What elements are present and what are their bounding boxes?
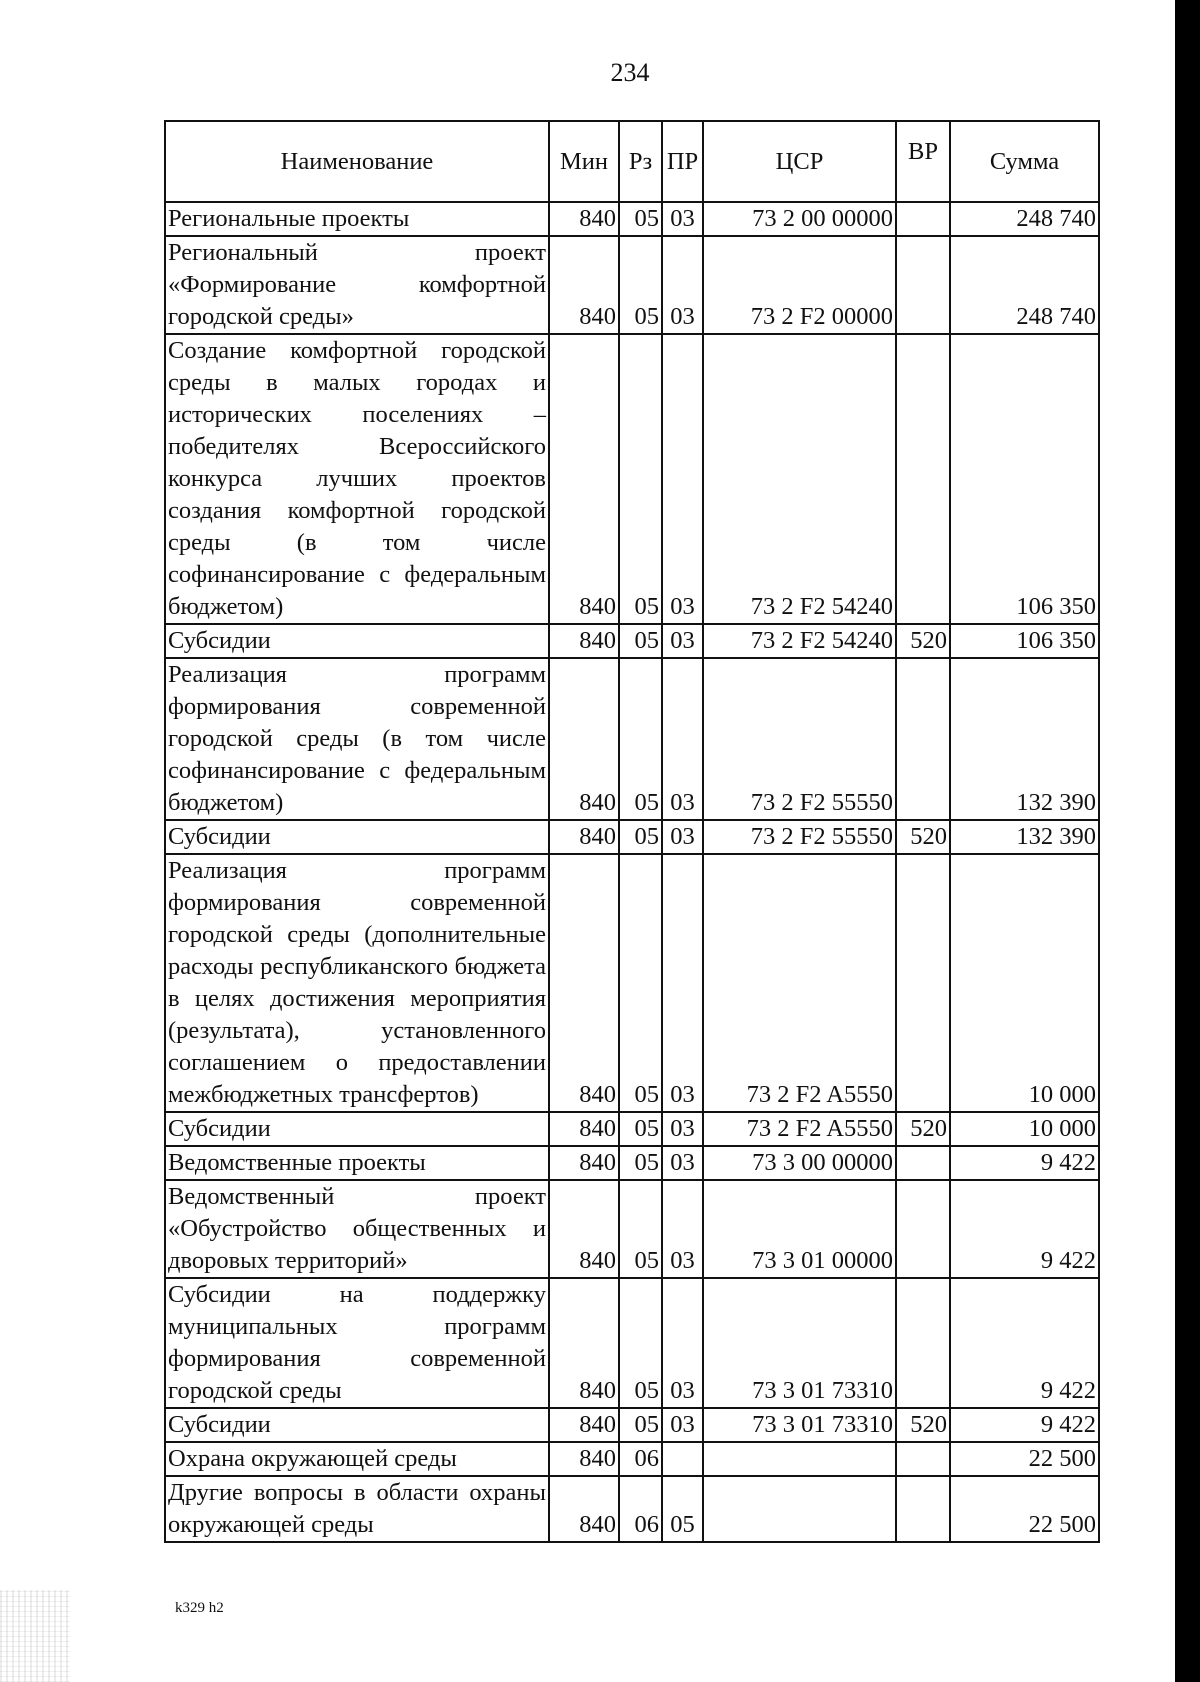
header-name: Наименование xyxy=(165,121,549,202)
cell-rz: 05 xyxy=(619,1278,662,1408)
cell-name: Субсидии xyxy=(165,624,549,658)
cell-sum: 9 422 xyxy=(950,1278,1099,1408)
cell-rz: 05 xyxy=(619,1180,662,1278)
page-number: 234 xyxy=(610,58,650,87)
table-row xyxy=(165,658,1099,820)
cell-name: Создание комфортной городской среды в малых городах и исторических поселениях – победителях Всероссийского конкурса лучших проектов создания комфортной городской среды (в том числе софинансирование с федеральным бюджетом) xyxy=(165,334,549,624)
cell-min: 840 xyxy=(549,1408,619,1442)
cell-pr: 03 xyxy=(662,658,703,820)
cell-vr: 520 xyxy=(896,624,950,658)
cell-pr: 03 xyxy=(662,820,703,854)
cell-min: 840 xyxy=(549,1146,619,1180)
table-row xyxy=(165,1442,1099,1476)
cell-min: 840 xyxy=(549,1112,619,1146)
cell-rz: 05 xyxy=(619,334,662,624)
cell-rz: 05 xyxy=(619,236,662,334)
cell-vr xyxy=(896,1476,950,1542)
cell-name: Субсидии на поддержку муниципальных программ формирования современной городской среды xyxy=(165,1278,549,1408)
cell-vr xyxy=(896,1146,950,1180)
cell-name: Реализация программ формирования современной городской среды (в том числе софинансирование с федеральным бюджетом) xyxy=(165,658,549,820)
cell-name: Другие вопросы в области охраны окружающей среды xyxy=(165,1476,549,1542)
header-rz: Рз xyxy=(619,121,662,202)
cell-sum: 248 740 xyxy=(950,202,1099,236)
cell-csr: 73 2 F2 54240 xyxy=(703,624,896,658)
header-vr: ВР xyxy=(896,121,950,202)
cell-vr xyxy=(896,202,950,236)
cell-min: 840 xyxy=(549,1476,619,1542)
cell-csr: 73 2 F2 A5550 xyxy=(703,1112,896,1146)
scan-edge-bar xyxy=(1175,0,1200,1682)
table-row xyxy=(165,820,1099,854)
cell-csr: 73 2 F2 00000 xyxy=(703,236,896,334)
cell-pr xyxy=(662,1442,703,1476)
table-header-row xyxy=(165,121,1099,202)
cell-name: Региональный проект «Формирование комфортной городской среды» xyxy=(165,236,549,334)
cell-csr xyxy=(703,1476,896,1542)
cell-pr: 03 xyxy=(662,334,703,624)
cell-csr: 73 2 F2 A5550 xyxy=(703,854,896,1112)
cell-rz: 06 xyxy=(619,1476,662,1542)
cell-rz: 05 xyxy=(619,658,662,820)
cell-pr: 03 xyxy=(662,854,703,1112)
table-row xyxy=(165,1112,1099,1146)
table-row xyxy=(165,1476,1099,1542)
cell-sum: 9 422 xyxy=(950,1408,1099,1442)
cell-min: 840 xyxy=(549,236,619,334)
cell-sum: 132 390 xyxy=(950,820,1099,854)
cell-min: 840 xyxy=(549,1442,619,1476)
cell-csr: 73 2 F2 55550 xyxy=(703,820,896,854)
table-row xyxy=(165,1180,1099,1278)
cell-sum: 9 422 xyxy=(950,1180,1099,1278)
cell-pr: 03 xyxy=(662,1278,703,1408)
cell-pr: 03 xyxy=(662,202,703,236)
cell-rz: 05 xyxy=(619,1146,662,1180)
cell-name: Реализация программ формирования современной городской среды (дополнительные расходы республиканского бюджета в целях достижения мероприятия (результата), установленного соглашением о предоставлении межбюджетных трансфертов) xyxy=(165,854,549,1112)
cell-min: 840 xyxy=(549,1278,619,1408)
cell-sum: 22 500 xyxy=(950,1442,1099,1476)
cell-csr: 73 3 00 00000 xyxy=(703,1146,896,1180)
cell-vr: 520 xyxy=(896,820,950,854)
cell-min: 840 xyxy=(549,658,619,820)
table-row xyxy=(165,236,1099,334)
scan-noise xyxy=(0,1590,70,1682)
cell-vr xyxy=(896,1278,950,1408)
cell-csr: 73 3 01 00000 xyxy=(703,1180,896,1278)
budget-table xyxy=(164,120,1100,1543)
cell-sum: 248 740 xyxy=(950,236,1099,334)
cell-pr: 03 xyxy=(662,1112,703,1146)
cell-rz: 05 xyxy=(619,1408,662,1442)
cell-min: 840 xyxy=(549,624,619,658)
cell-sum: 106 350 xyxy=(950,624,1099,658)
cell-rz: 06 xyxy=(619,1442,662,1476)
cell-csr: 73 3 01 73310 xyxy=(703,1278,896,1408)
cell-csr: 73 2 00 00000 xyxy=(703,202,896,236)
cell-sum: 106 350 xyxy=(950,334,1099,624)
header-csr: ЦСР xyxy=(703,121,896,202)
cell-csr: 73 3 01 73310 xyxy=(703,1408,896,1442)
cell-pr: 03 xyxy=(662,1146,703,1180)
cell-name: Региональные проекты xyxy=(165,202,549,236)
cell-name: Ведомственные проекты xyxy=(165,1146,549,1180)
header-pr: ПР xyxy=(662,121,703,202)
cell-min: 840 xyxy=(549,334,619,624)
cell-name: Субсидии xyxy=(165,820,549,854)
table-row xyxy=(165,334,1099,624)
cell-vr xyxy=(896,658,950,820)
cell-sum: 22 500 xyxy=(950,1476,1099,1542)
table-row xyxy=(165,202,1099,236)
cell-csr: 73 2 F2 54240 xyxy=(703,334,896,624)
cell-sum: 10 000 xyxy=(950,1112,1099,1146)
cell-sum: 10 000 xyxy=(950,854,1099,1112)
cell-csr xyxy=(703,1442,896,1476)
cell-vr xyxy=(896,1442,950,1476)
header-min: Мин xyxy=(549,121,619,202)
cell-csr: 73 2 F2 55550 xyxy=(703,658,896,820)
table-row xyxy=(165,1408,1099,1442)
cell-pr: 03 xyxy=(662,624,703,658)
cell-sum: 9 422 xyxy=(950,1146,1099,1180)
cell-pr: 03 xyxy=(662,1408,703,1442)
table-row xyxy=(165,854,1099,1112)
table-row xyxy=(165,624,1099,658)
cell-name: Ведомственный проект «Обустройство общественных и дворовых территорий» xyxy=(165,1180,549,1278)
cell-min: 840 xyxy=(549,820,619,854)
table-row xyxy=(165,1146,1099,1180)
cell-rz: 05 xyxy=(619,854,662,1112)
cell-vr xyxy=(896,1180,950,1278)
cell-rz: 05 xyxy=(619,820,662,854)
table-row xyxy=(165,1278,1099,1408)
cell-vr: 520 xyxy=(896,1408,950,1442)
cell-name: Субсидии xyxy=(165,1112,549,1146)
cell-vr xyxy=(896,334,950,624)
header-sum: Сумма xyxy=(950,121,1099,202)
cell-min: 840 xyxy=(549,1180,619,1278)
cell-rz: 05 xyxy=(619,1112,662,1146)
cell-min: 840 xyxy=(549,854,619,1112)
cell-rz: 05 xyxy=(619,202,662,236)
cell-pr: 05 xyxy=(662,1476,703,1542)
footer-code: k329 h2 xyxy=(175,1600,224,1616)
cell-name: Субсидии xyxy=(165,1408,549,1442)
cell-pr: 03 xyxy=(662,236,703,334)
cell-pr: 03 xyxy=(662,1180,703,1278)
cell-vr: 520 xyxy=(896,1112,950,1146)
cell-sum: 132 390 xyxy=(950,658,1099,820)
cell-min: 840 xyxy=(549,202,619,236)
cell-vr xyxy=(896,854,950,1112)
cell-name: Охрана окружающей среды xyxy=(165,1442,549,1476)
cell-rz: 05 xyxy=(619,624,662,658)
cell-vr xyxy=(896,236,950,334)
